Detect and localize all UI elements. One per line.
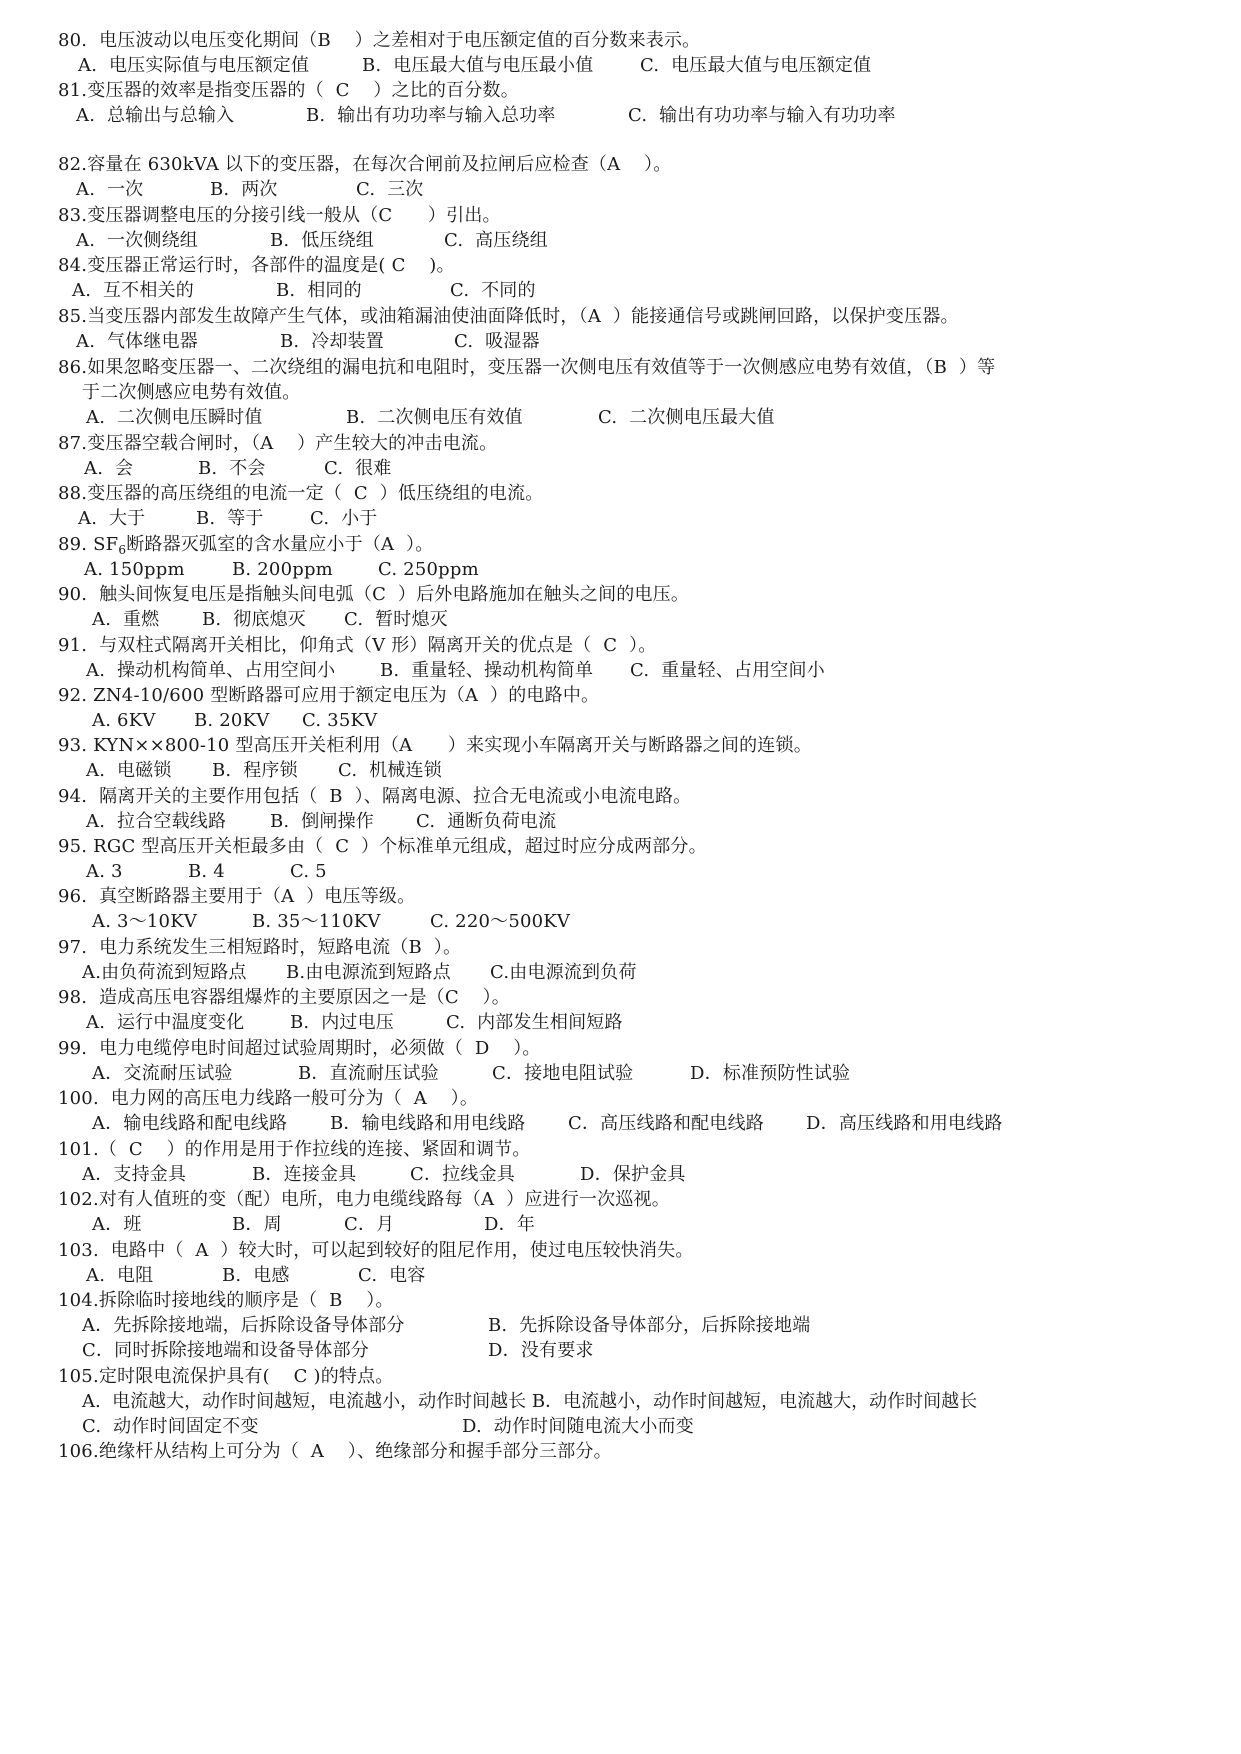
option-85-c: C. 吸湿器	[454, 331, 540, 352]
option-90-b: B. 彻底熄灭	[202, 609, 306, 630]
question-89-start: 89. SF	[58, 534, 119, 555]
question-95: 95. RGC 型高压开关柜最多由（ C ）个标准单元组成，超过时应分成两部分。	[58, 836, 707, 857]
option-80-b: B. 电压最大值与电压最小值	[362, 55, 594, 76]
question-94: 94. 隔离开关的主要作用包括（ B ）、隔离电源、拉合无电流或小电流电路。	[58, 786, 692, 807]
question-104: 104.拆除临时接地线的顺序是（ B ）。	[58, 1290, 394, 1311]
option-99-a: A．交流耐压试验	[92, 1063, 233, 1084]
option-87-a: A. 会	[84, 458, 134, 479]
option-104-d: D．没有要求	[488, 1340, 594, 1361]
option-92-a: A. 6KV	[92, 710, 156, 731]
option-81-b: B. 输出有功功率与输入总功率	[306, 105, 556, 126]
option-85-a: A. 气体继电器	[76, 331, 198, 352]
option-96-a: A. 3～10KV	[92, 911, 198, 932]
option-84-a: A. 互不相关的	[72, 280, 194, 301]
question-87: 87.变压器空载合闸时，（A ）产生较大的冲击电流。	[58, 433, 498, 454]
option-101-b: B．连接金具	[252, 1164, 357, 1185]
option-81-c: C. 输出有功功率与输入有功功率	[628, 105, 896, 126]
option-88-a: A. 大于	[78, 508, 146, 529]
option-89-b: B. 200ppm	[232, 559, 333, 580]
option-95-a: A. 3	[86, 861, 123, 882]
question-89	[58, 532, 433, 559]
option-94-b: B. 倒闸操作	[270, 811, 374, 832]
option-80-a: A. 电压实际值与电压额定值	[78, 55, 310, 76]
option-89-c: C. 250ppm	[378, 559, 479, 580]
question-105: 105.定时限电流保护具有( C )的特点。	[58, 1366, 394, 1387]
question-92: 92. ZN4-10/600 型断路器可应用于额定电压为（A ）的电路中。	[58, 685, 600, 706]
option-92-c: C. 35KV	[302, 710, 378, 731]
option-100-b: B．输电线路和用电线路	[330, 1113, 526, 1134]
question-102: 102.对有人值班的变（配）电所，电力电缆线路每（A ）应进行一次巡视。	[58, 1189, 670, 1210]
question-81: 81.变压器的效率是指变压器的（ C ）之比的百分数。	[58, 80, 519, 101]
option-91-b: B. 重量轻、操动机构简单	[380, 660, 594, 681]
question-103: 103. 电路中（ A ）较大时，可以起到较好的阻尼作用，使过电压较快消失。	[58, 1240, 694, 1261]
option-88-b: B. 等于	[196, 508, 264, 529]
option-90-a: A. 重燃	[92, 609, 160, 630]
option-102-a: A．班	[92, 1214, 142, 1235]
option-90-c: C. 暂时熄灭	[344, 609, 448, 630]
option-99-b: B．直流耐压试验	[298, 1063, 439, 1084]
option-96-b: B. 35～110KV	[252, 911, 381, 932]
option-94-a: A. 拉合空载线路	[86, 811, 227, 832]
option-104-a: A．先拆除接地端，后拆除设备导体部分	[82, 1315, 405, 1336]
question-89-rest: 断路器灭弧室的含水量应小于（A ）。	[126, 534, 434, 555]
option-82-a: A. 一次	[76, 179, 144, 200]
option-100-d: D．高压线路和用电线路	[806, 1113, 1003, 1134]
option-103-c: C. 电容	[358, 1265, 426, 1286]
question-106: 106.绝缘杆从结构上可分为（ A ）、绝缘部分和握手部分三部分。	[58, 1441, 612, 1462]
option-80-c: C. 电压最大值与电压额定值	[640, 55, 872, 76]
option-97-b: B.由电源流到短路点	[286, 962, 451, 983]
option-104-c: C．同时拆除接地端和设备导体部分	[82, 1340, 369, 1361]
option-103-b: B. 电感	[222, 1265, 290, 1286]
option-93-b: B. 程序锁	[212, 760, 298, 781]
option-95-b: B. 4	[188, 861, 225, 882]
option-83-c: C. 高压绕组	[444, 230, 548, 251]
option-100-c: C．高压线路和配电线路	[568, 1113, 764, 1134]
question-89-subscript: 6	[118, 543, 127, 557]
option-87-b: B. 不会	[198, 458, 266, 479]
question-93: 93. KYN××800-10 型高压开关柜利用（A ）来实现小车隔离开关与断路器之间的连锁。	[58, 735, 812, 756]
option-91-a: A. 操动机构简单、占用空间小	[86, 660, 336, 681]
question-82: 82.容量在 630kVA 以下的变压器，在每次合闸前及拉闸后应检查（A ）。	[58, 154, 672, 175]
option-102-b: B．周	[232, 1214, 282, 1235]
option-93-c: C. 机械连锁	[338, 760, 442, 781]
option-101-a: A．支持金具	[82, 1164, 187, 1185]
question-98: 98. 造成高压电容器组爆炸的主要原因之一是（C ）。	[58, 987, 510, 1008]
option-83-b: B. 低压绕组	[270, 230, 374, 251]
option-86-c: C. 二次侧电压最大值	[598, 407, 775, 428]
option-82-b: B. 两次	[210, 179, 278, 200]
question-86: 86.如果忽略变压器一、二次绕组的漏电抗和电阻时，变压器一次侧电压有效值等于一次侧感应电势有效值，（B ）等	[58, 357, 996, 378]
option-95-c: C. 5	[290, 861, 327, 882]
option-93-a: A. 电磁锁	[86, 760, 172, 781]
option-105-ab: A. 电流越大，动作时间越短，电流越小，动作时间越长 B．电流越小，动作时间越短，电流越大，动作时间越长	[82, 1391, 978, 1412]
option-98-b: B. 内过电压	[290, 1012, 394, 1033]
question-100: 100. 电力网的高压电力线路一般可分为（ A ）。	[58, 1088, 479, 1109]
option-84-b: B. 相同的	[276, 280, 362, 301]
option-98-c: C. 内部发生相间短路	[446, 1012, 623, 1033]
option-96-c: C. 220～500KV	[430, 911, 571, 932]
option-88-c: C. 小于	[310, 508, 378, 529]
option-89-a: A. 150ppm	[84, 559, 185, 580]
question-83: 83.变压器调整电压的分接引线一般从（C ）引出。	[58, 205, 501, 226]
option-91-c: C. 重量轻、占用空间小	[630, 660, 825, 681]
question-101: 101.（ C ）的作用是用于作拉线的连接、紧固和调节。	[58, 1139, 531, 1160]
option-104-b: B. 先拆除设备导体部分，后拆除接地端	[488, 1315, 811, 1336]
question-97: 97. 电力系统发生三相短路时，短路电流（B ）。	[58, 937, 462, 958]
option-105-d: D. 动作时间随电流大小而变	[462, 1416, 694, 1437]
question-91: 91. 与双柱式隔离开关相比，仰角式（V 形）隔离开关的优点是（ C ）。	[58, 635, 657, 656]
option-87-c: C. 很难	[324, 458, 392, 479]
question-80: 80. 电压波动以电压变化期间（B ）之差相对于电压额定值的百分数来表示。	[58, 30, 701, 51]
option-98-a: A. 运行中温度变化	[86, 1012, 245, 1033]
option-97-c: C.由电源流到负荷	[490, 962, 637, 983]
option-94-c: C. 通断负荷电流	[416, 811, 557, 832]
option-82-c: C. 三次	[356, 179, 424, 200]
option-86-a: A. 二次侧电压瞬时值	[86, 407, 263, 428]
question-88: 88.变压器的高压绕组的电流一定（ C ）低压绕组的电流。	[58, 483, 544, 504]
option-101-c: C．拉线金具	[410, 1164, 515, 1185]
option-84-c: C. 不同的	[450, 280, 536, 301]
option-97-a: A.由负荷流到短路点	[82, 962, 247, 983]
option-83-a: A. 一次侧绕组	[76, 230, 198, 251]
question-99: 99. 电力电缆停电时间超过试验周期时，必须做（ D ）。	[58, 1038, 541, 1059]
option-102-d: D．年	[484, 1214, 536, 1235]
option-99-c: C．接地电阻试验	[492, 1063, 634, 1084]
option-86-b: B. 二次侧电压有效值	[346, 407, 523, 428]
question-84: 84.变压器正常运行时，各部件的温度是( C )。	[58, 255, 455, 276]
question-86-continued: 于二次侧感应电势有效值。	[82, 382, 301, 403]
option-101-d: D．保护金具	[580, 1164, 686, 1185]
option-99-d: D．标准预防性试验	[690, 1063, 851, 1084]
question-85: 85.当变压器内部发生故障产生气体，或油箱漏油使油面降低时，（A ）能接通信号或跳闸回路，以保护变压器。	[58, 306, 959, 327]
option-81-a: A. 总输出与总输入	[76, 105, 235, 126]
question-90: 90. 触头间恢复电压是指触头间电弧（C ）后外电路施加在触头之间的电压。	[58, 584, 690, 605]
option-100-a: A．输电线路和配电线路	[92, 1113, 288, 1134]
option-92-b: B. 20KV	[194, 710, 270, 731]
option-103-a: A. 电阻	[86, 1265, 154, 1286]
option-102-c: C．月	[344, 1214, 395, 1235]
option-105-c: C. 动作时间固定不变	[82, 1416, 259, 1437]
question-96: 96. 真空断路器主要用于（A ）电压等级。	[58, 886, 416, 907]
option-85-b: B. 冷却装置	[280, 331, 384, 352]
